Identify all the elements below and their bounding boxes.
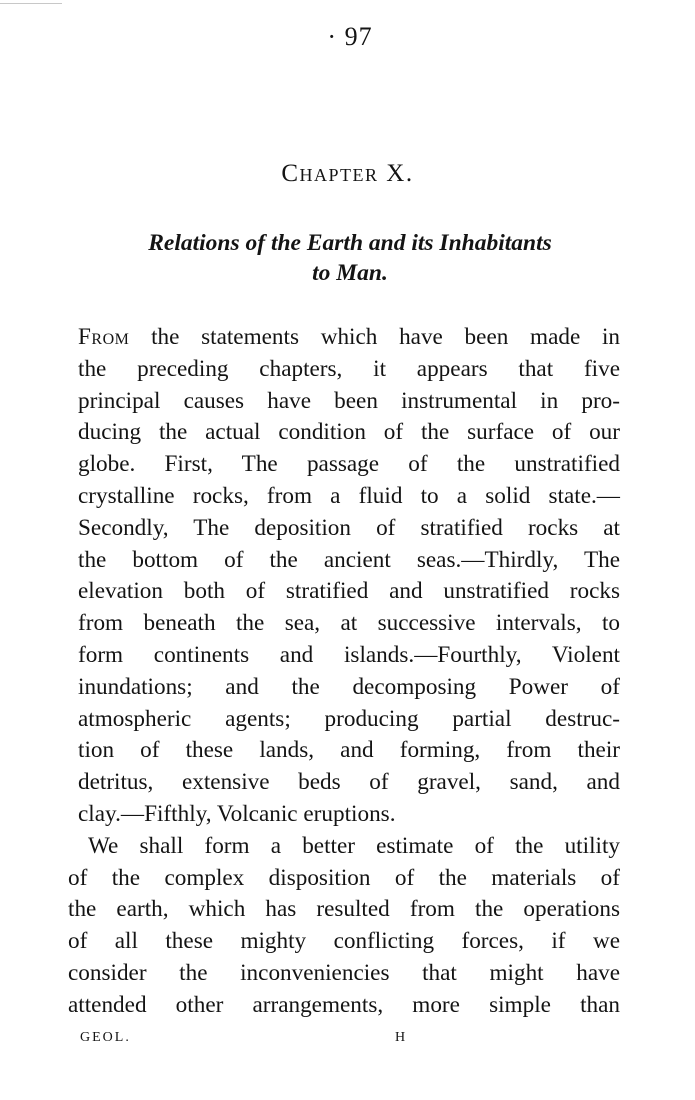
text-line: principal causes have been instrumental in pro- [78, 387, 620, 414]
text-line: from beneath the sea, at successive intervals, to [78, 610, 620, 637]
text-line: globe. First, The passage of the unstratified [78, 451, 620, 478]
text-line: consider the inconveniencies that might have [68, 959, 620, 986]
page-number: · 97 [327, 22, 373, 51]
paragraph-2 [68, 831, 620, 1022]
text-line: atmospheric agents; producing partial destruc- [78, 705, 620, 732]
paragraph-lead-word: From [78, 324, 130, 350]
text-line: detritus, extensive beds of gravel, sand, and [78, 769, 620, 796]
text-line: of the complex disposition of the materials of [68, 864, 620, 891]
chapter-title-line-1: Relations of the Earth and its Inhabitants [148, 230, 552, 256]
text-line: Secondly, The deposition of stratified rocks at [78, 514, 620, 541]
text-line: inundations; and the decomposing Power of [78, 673, 620, 700]
chapter-title [90, 228, 610, 288]
text-line: the earth, which has resulted from the operations [68, 896, 620, 923]
body-text [68, 322, 620, 1022]
chapter-heading: Chapter X. [281, 160, 414, 187]
paragraph-1 [78, 322, 620, 831]
text-line [78, 322, 620, 354]
chapter-title-line-2: to Man. [312, 260, 388, 286]
text-line: the bottom of the ancient seas.—Thirdly, The [78, 546, 620, 573]
text-line: clay.—Fifthly, Volcanic eruptions. [78, 800, 396, 827]
text-line: We shall form a better estimate of the utility [88, 832, 620, 859]
text-line-rest: the statements which have been made in [129, 324, 620, 350]
text-line: attended other arrangements, more simple than [68, 991, 620, 1018]
text-line: elevation both of stratified and unstratified rocks [78, 578, 620, 605]
footer-signature: GEOL. [80, 1030, 131, 1045]
text-line: the preceding chapters, it appears that five [78, 355, 620, 382]
footer-sheet-mark: H [395, 1030, 407, 1045]
text-line: crystalline rocks, from a fluid to a solid state.— [78, 482, 620, 509]
text-line: tion of these lands, and forming, from their [78, 737, 620, 764]
text-line: form continents and islands.—Fourthly, Violent [78, 641, 620, 668]
text-line: of all these mighty conflicting forces, if we [68, 928, 620, 955]
page-edge-rule [0, 3, 62, 4]
text-line: ducing the actual condition of the surface of our [78, 419, 620, 446]
